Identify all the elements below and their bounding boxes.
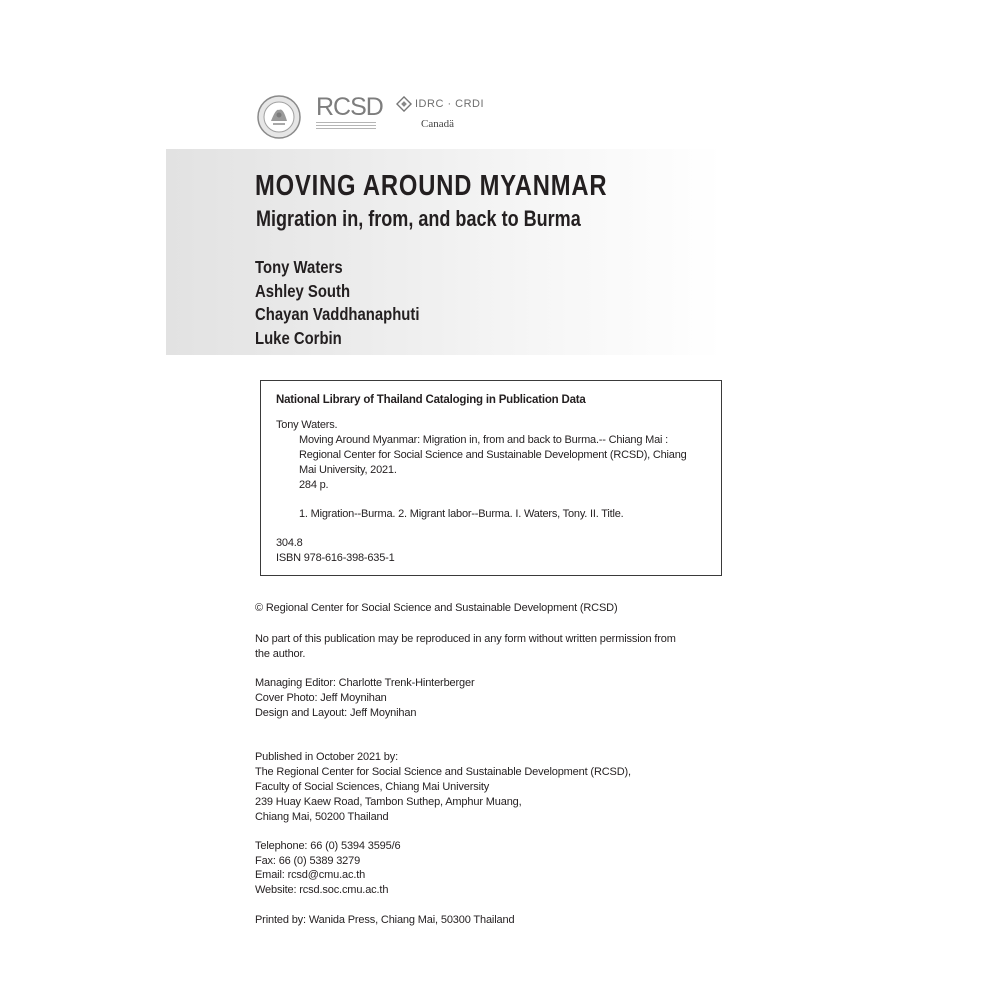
publisher-line: Published in October 2021 by: (255, 751, 399, 763)
credit-line: Managing Editor: Charlotte Trenk-Hinterberger (255, 677, 475, 689)
author-name: Tony Waters (255, 257, 343, 277)
publisher-line: 239 Huay Kaew Road, Tambon Suthep, Amphur Muang, (255, 796, 522, 808)
rcsd-logo-text: RCSD (316, 93, 383, 121)
contact-email: Email: rcsd@cmu.ac.th (255, 869, 366, 881)
idrc-diamond-icon (396, 96, 412, 112)
publisher-line: Chiang Mai, 50200 Thailand (255, 811, 389, 823)
author-name: Chayan Vaddhanaphuti (255, 304, 420, 324)
rights-notice-line: No part of this publication may be reproduced in any form without written permission from (255, 633, 676, 645)
cip-isbn: ISBN 978-616-398-635-1 (276, 552, 395, 564)
cip-description-line: 284 p. (299, 479, 329, 491)
university-seal-icon (256, 94, 302, 140)
cip-description-line: Mai University, 2021. (299, 464, 397, 476)
author-list (255, 256, 449, 350)
idrc-logo (396, 96, 484, 130)
rcsd-logo-tagline (316, 122, 376, 129)
cataloging-data-box (260, 380, 722, 576)
rights-notice-line: the author. (255, 648, 306, 660)
author-name: Luke Corbin (255, 327, 342, 348)
canada-wordmark: Canadä (421, 118, 454, 130)
cip-subjects: 1. Migration--Burma. 2. Migrant labor--Burma. I. Waters, Tony. II. Title. (299, 508, 624, 520)
cip-heading: National Library of Thailand Cataloging in Publication Data (276, 394, 586, 406)
author-name: Ashley South (255, 280, 351, 301)
cip-description-line: Regional Center for Social Science and Sustainable Development (RCSD), Chiang (299, 449, 687, 461)
copyright-notice: © Regional Center for Social Science and Sustainable Development (RCSD) (255, 602, 618, 614)
credit-line: Design and Layout: Jeff Moynihan (255, 707, 417, 719)
printer-line: Printed by: Wanida Press, Chiang Mai, 50300 Thailand (255, 914, 515, 926)
cip-author: Tony Waters. (276, 419, 338, 431)
credit-line: Cover Photo: Jeff Moynihan (255, 692, 387, 704)
publisher-line: Faculty of Social Sciences, Chiang Mai University (255, 781, 490, 793)
cip-classification: 304.8 (276, 537, 303, 549)
logo-strip (256, 86, 496, 140)
cip-description-line: Moving Around Myanmar: Migration in, from and back to Burma.-- Chiang Mai : (299, 434, 668, 446)
rcsd-logo (316, 94, 383, 129)
contact-telephone: Telephone: 66 (0) 5394 3595/6 (255, 840, 401, 852)
book-title: MOVING AROUND MYANMAR (255, 170, 608, 202)
contact-website: Website: rcsd.soc.cmu.ac.th (255, 884, 389, 896)
publisher-line: The Regional Center for Social Science and Sustainable Development (RCSD), (255, 766, 631, 778)
book-subtitle: Migration in, from, and back to Burma (256, 206, 581, 231)
idrc-logo-text: IDRC · CRDI (415, 98, 485, 110)
contact-fax: Fax: 66 (0) 5389 3279 (255, 855, 361, 867)
